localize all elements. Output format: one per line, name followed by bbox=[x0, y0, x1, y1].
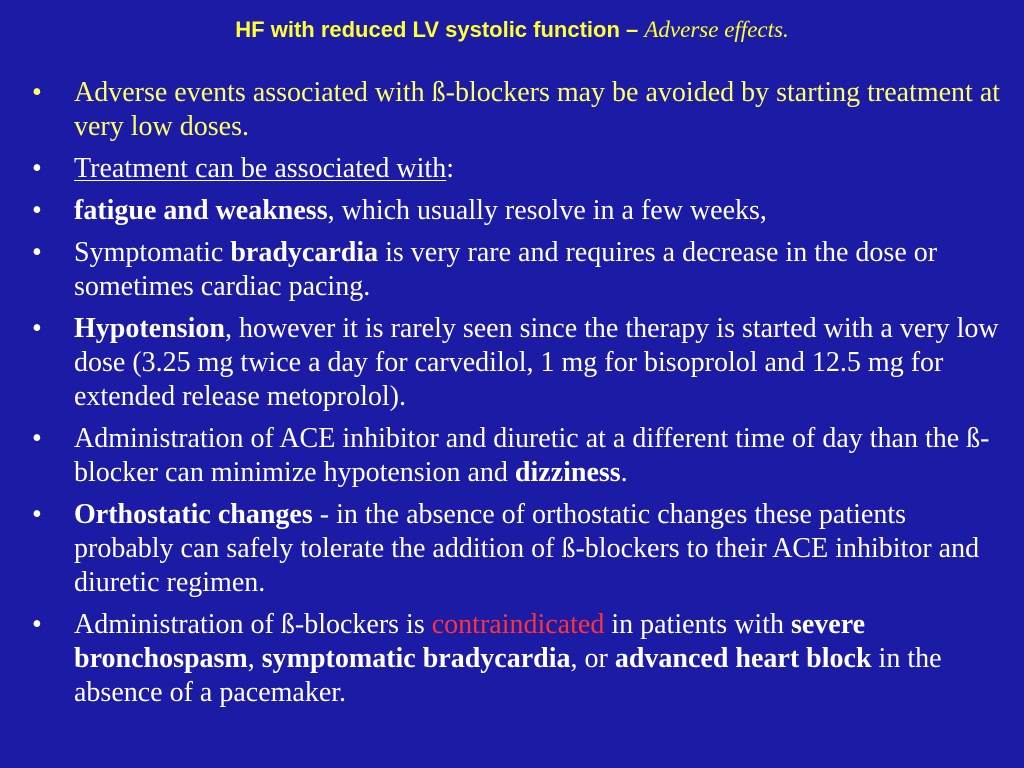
bullet-text: , which usually resolve in a few weeks, bbox=[327, 195, 767, 226]
bullet-list bbox=[0, 76, 1024, 718]
bullet-icon: • bbox=[32, 423, 42, 454]
bullet-text: . bbox=[620, 457, 628, 488]
bullet-icon: • bbox=[32, 313, 42, 344]
bullet-text: is very rare and requires a decrease in the dose or sometimes cardiac pacing. bbox=[74, 237, 938, 302]
bullet-icon: • bbox=[32, 237, 42, 268]
bullet-bold-text: symptomatic bradycardia bbox=[261, 643, 571, 674]
slide-title-italic: Adverse effects bbox=[644, 17, 783, 42]
bullet-text: , bbox=[247, 643, 262, 674]
bullet-bold-text: advanced heart block bbox=[614, 643, 872, 674]
bullet-icon: • bbox=[32, 195, 42, 226]
bullet-bold-text: fatigue and weakness bbox=[74, 195, 328, 226]
bullet-text: : bbox=[446, 153, 454, 184]
bullet-text: Symptomatic bbox=[74, 237, 231, 268]
bullet-icon: • bbox=[32, 153, 42, 184]
bullet-bold-text: severe bronchospasm bbox=[74, 609, 866, 674]
bullet-item-bradycardia bbox=[0, 236, 1024, 304]
bullet-icon: • bbox=[32, 609, 42, 640]
bullet-text: , or bbox=[570, 643, 615, 674]
bullet-underlined-text: Treatment can be associated with bbox=[74, 153, 447, 184]
slide-title-period: . bbox=[782, 17, 789, 42]
slide-title-bold: HF with reduced LV systolic function – bbox=[235, 17, 645, 42]
bullet-text: - in the absence of orthostatic changes these patients probably can safely tolerate the addition of ß-blockers to their ACE inhibitor and diuretic regimen. bbox=[74, 499, 980, 598]
bullet-item-treatment bbox=[0, 152, 1024, 186]
slide-title bbox=[0, 16, 1024, 44]
bullet-item-contraindications bbox=[0, 608, 1024, 710]
bullet-item-orthostatic bbox=[0, 498, 1024, 600]
bullet-text: in the absence of a pacemaker. bbox=[74, 643, 942, 708]
bullet-text: Administration of ACE inhibitor and diuretic at a different time of day than the ß-blocker can minimize hypotension and bbox=[74, 423, 990, 488]
bullet-text: Administration of ß-blockers is bbox=[74, 609, 432, 640]
bullet-icon: • bbox=[32, 499, 42, 530]
bullet-text: in patients with bbox=[604, 609, 791, 640]
bullet-item-fatigue bbox=[0, 194, 1024, 228]
bullet-icon: • bbox=[32, 77, 42, 108]
bullet-bold-text: Orthostatic changes bbox=[74, 499, 313, 530]
bullet-bold-text: dizziness bbox=[514, 457, 621, 488]
bullet-red-text: contraindicated bbox=[431, 609, 605, 640]
bullet-bold-text: Hypotension bbox=[74, 313, 225, 344]
bullet-item-hypotension bbox=[0, 312, 1024, 414]
bullet-item-adverse-events bbox=[0, 76, 1024, 144]
bullet-item-ace-inhibitor bbox=[0, 422, 1024, 490]
bullet-text: Adverse events associated with ß-blockers may be avoided by starting treatment at very low doses. bbox=[74, 77, 1001, 142]
bullet-text: , however it is rarely seen since the therapy is started with a very low dose (3.25 mg twice a day for carvedilol, 1 mg for bisoprolol and 12.5 mg for extended release metoprolol). bbox=[74, 313, 999, 412]
bullet-bold-text: bradycardia bbox=[230, 237, 379, 268]
